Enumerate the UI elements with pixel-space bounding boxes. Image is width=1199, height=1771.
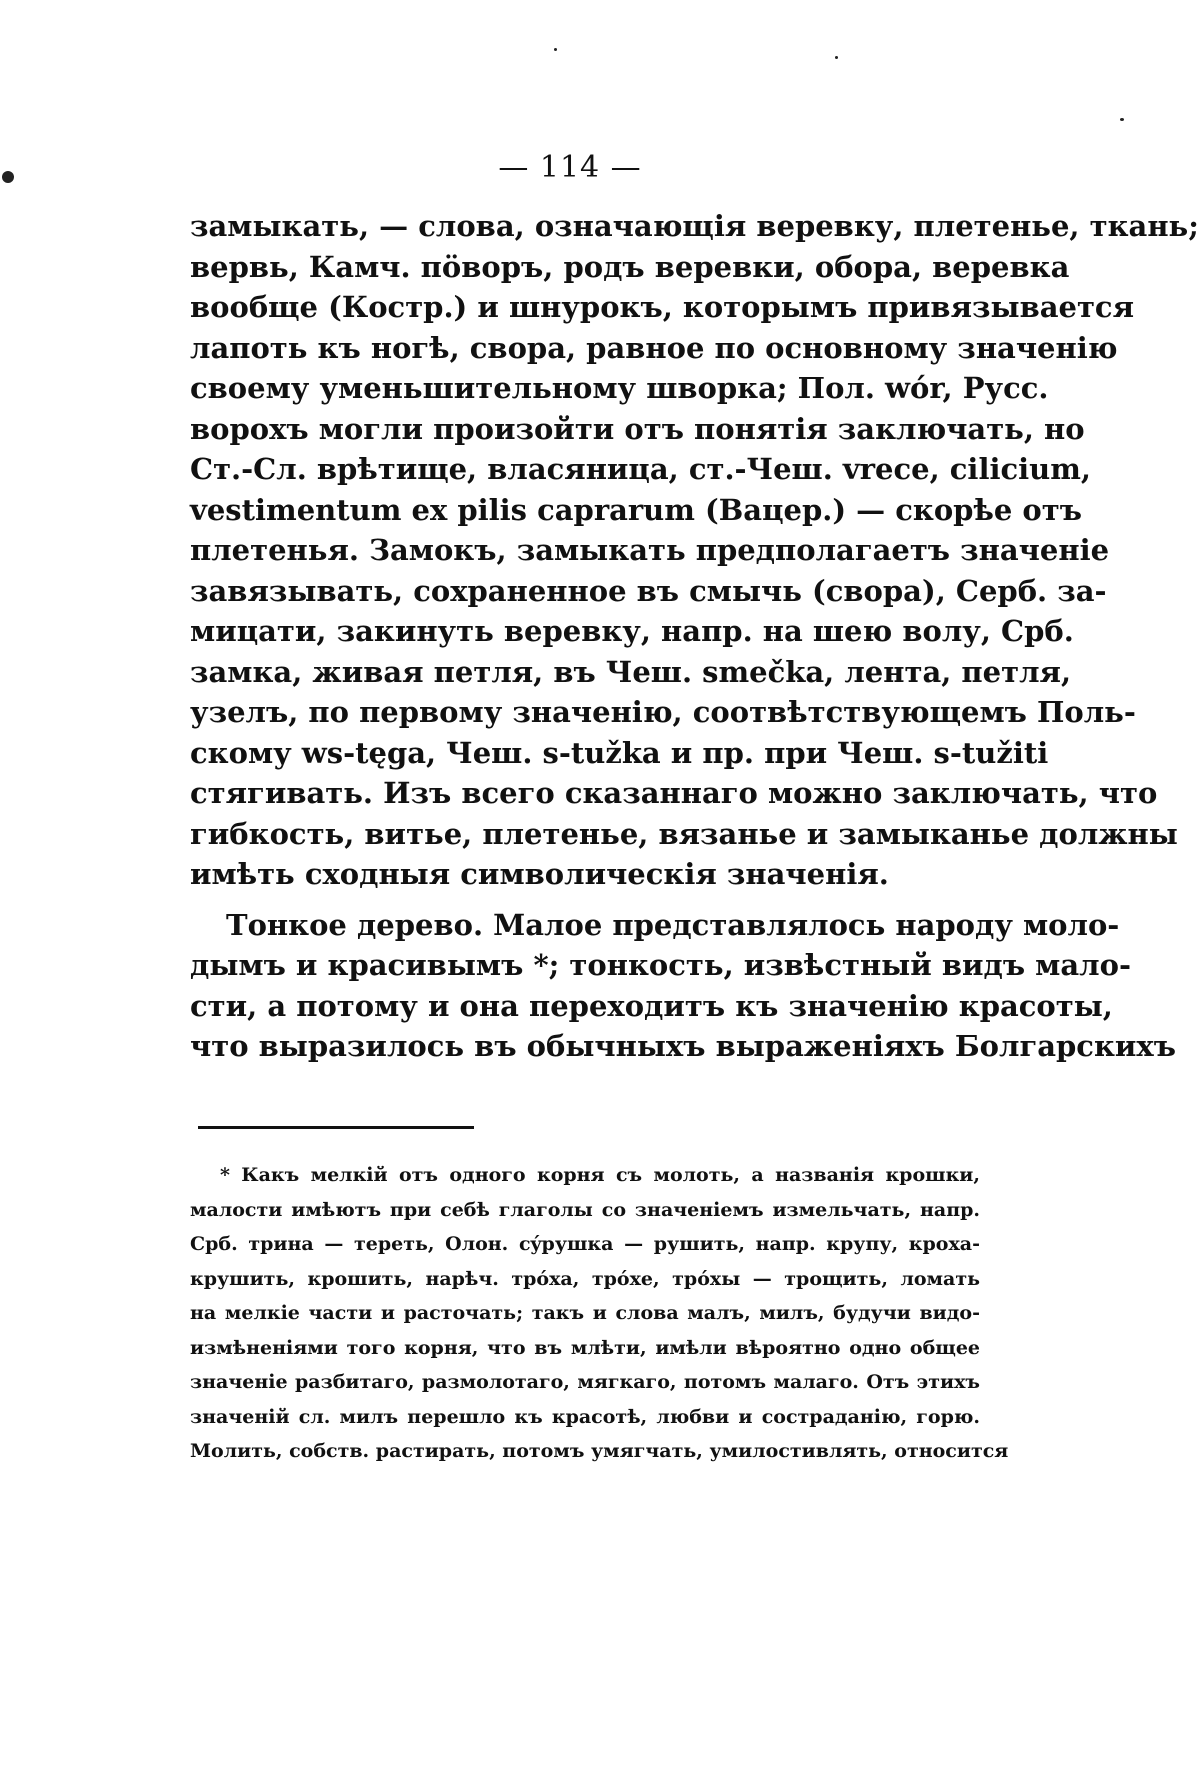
- footnote-line: Молить, собств. растирать, потомъ умягчать, умилостивлять, относится: [190, 1440, 1009, 1462]
- text-line: сти, а потому и она переходитъ къ значенію красоты,: [190, 988, 1113, 1023]
- text-line: Тонкое дерево. Малое представлялось народу моло-: [226, 907, 1120, 942]
- ink-speck: [554, 48, 557, 51]
- footnote-line: значеній сл. милъ перешло къ красотѣ, любви и состраданію, горю.: [190, 1405, 980, 1428]
- page-number: — 114 —: [498, 150, 642, 185]
- text-line: своему уменьшительному шворка; Пол. wór, Русс.: [190, 371, 1049, 405]
- footnote-line: Срб. трина — тереть, Олон. сýрушка — рушить, напр. крупу, кроха-: [190, 1233, 980, 1255]
- text-line: вервь, Камч. пӧворъ, родъ веревки, обора, веревка: [190, 249, 1070, 284]
- footnote-line: значеніе разбитаго, размолотаго, мягкаго, потомъ малаго. Отъ этихъ: [190, 1371, 980, 1393]
- text-line: Ст.-Сл. врѣтище, власяница, ст.-Чеш. vrece, cilicium,: [190, 452, 1092, 486]
- text-line: вообще (Костр.) и шнурокъ, которымъ привязывается: [190, 290, 1135, 324]
- footnote-line: малости имѣютъ при себѣ глаголы со значеніемъ измельчать, напр.: [190, 1198, 980, 1221]
- footnote: [190, 1158, 1009, 1469]
- footnote-divider: [198, 1126, 474, 1129]
- text-line: скому ws-tęga, Чеш. s-tužka и пр. при Чеш. s-tužiti: [190, 735, 1049, 770]
- text-line: ворохъ могли произойти отъ понятія заключать, но: [190, 411, 1085, 446]
- text-line: что выразилось въ обычныхъ выраженіяхъ Болгарскихъ: [190, 1029, 1176, 1063]
- text-line: стягивать. Изъ всего сказаннаго можно заключать, что: [190, 776, 1158, 810]
- text-line: лапоть къ ногѣ, свора, равное по основному значенію: [190, 330, 1118, 365]
- text-line: плетенья. Замокъ, замыкать предполагаетъ значеніе: [190, 533, 1110, 567]
- text-line: имѣть сходныя символическія значенія.: [190, 857, 889, 891]
- text-line: дымъ и красивымъ *; тонкость, извѣстный видъ мало-: [190, 948, 1131, 982]
- text-line: узелъ, по первому значенію, соотвѣтствующемъ Поль-: [190, 695, 1136, 729]
- footnote-line: * Какъ мелкій отъ одного корня съ молоть, а названія крошки,: [220, 1164, 980, 1186]
- text-line: мицати, закинуть веревку, напр. на шею волу, Срб.: [190, 614, 1074, 648]
- main-text: [190, 206, 1199, 1067]
- ink-speck: [835, 56, 838, 59]
- text-line: гибкость, витье, плетенье, вязанье и замыканье должны: [190, 816, 1178, 851]
- text-line: завязывать, сохраненное въ смычь (свора), Серб. за-: [190, 573, 1107, 608]
- ink-speck: [1120, 118, 1124, 121]
- text-line: vestimentum ex pilis caprarum (Вацер.) — скорѣе отъ: [190, 492, 1082, 527]
- text-line: замка, живая петля, въ Чеш. smečka, лента, петля,: [190, 654, 1072, 689]
- text-line: замыкать, — слова, означающія веревку, плетенье, ткань;: [190, 209, 1199, 243]
- footnote-line: измѣненіями того корня, что въ млѣти, имѣли вѣроятно одно общее: [190, 1336, 980, 1359]
- footnote-line: крушить, крошить, нарѣч. трóха, трóхе, трóхы — трощить, ломать: [190, 1267, 980, 1290]
- footnote-line: на мелкіе части и расточать; такъ и слова малъ, милъ, будучи видо-: [190, 1302, 980, 1324]
